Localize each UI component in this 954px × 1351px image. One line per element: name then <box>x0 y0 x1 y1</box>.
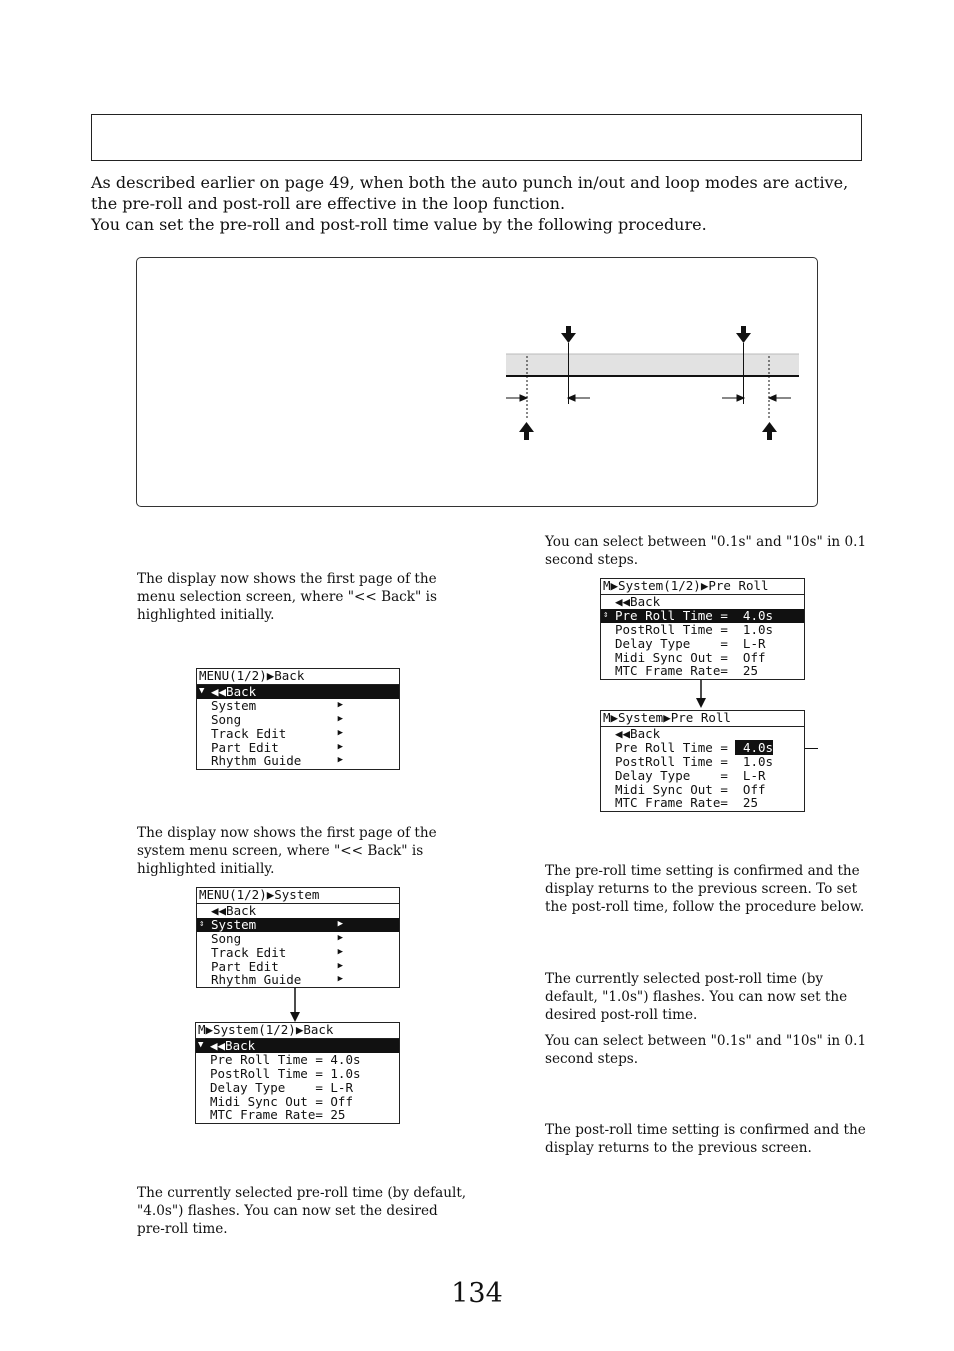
lcd-header: M▶System(1/2)▶Pre Roll <box>601 579 804 595</box>
lcd-row: PostRoll Time = 1.0s <box>210 1065 361 1081</box>
text-line: second steps. <box>545 1051 639 1067</box>
text-line: You can select between "0.1s" and "10s" in 0.1 <box>545 1033 867 1049</box>
pre-roll-span-arrows <box>506 395 590 401</box>
down-arrow-icon <box>561 326 576 343</box>
lcd-preroll-edit <box>600 710 805 812</box>
lcd-row: Track Edit ▶ <box>211 944 343 960</box>
submenu-arrow-icon: ▶ <box>337 946 343 957</box>
text-line: The post-roll time setting is confirmed and the <box>545 1122 866 1138</box>
text-line: menu selection screen, where "<< Back" is <box>137 589 437 605</box>
step-desc-menu <box>137 570 457 624</box>
submenu-arrow-icon: ▶ <box>337 741 343 752</box>
lcd-row: PostRoll Time = 1.0s <box>615 621 774 637</box>
lcd-row: System ▶ <box>211 697 343 713</box>
lcd-row-selected: ⇕ Pre Roll Time = 4.0s <box>601 609 804 623</box>
lcd-row: Pre Roll Time = 4.0s <box>615 739 774 755</box>
lcd-row: Pre Roll Time = 4.0s <box>210 1051 361 1067</box>
lcd-row: Delay Type = L-R <box>210 1079 353 1095</box>
page-number: 134 <box>451 1278 503 1309</box>
text-line: the post-roll time, follow the procedure below. <box>545 899 865 915</box>
step-desc-preroll <box>137 1184 467 1238</box>
timeline-bar <box>506 354 799 376</box>
lcd-row: Rhythm Guide ▶ <box>211 753 343 769</box>
step-desc-confirm-post <box>545 1121 875 1157</box>
lcd-row: ◀◀Back <box>211 903 257 918</box>
step-desc-confirm-pre <box>545 862 875 916</box>
lcd-row: Rhythm Guide ▶ <box>211 972 343 988</box>
text-line: The currently selected post-roll time (by <box>545 971 824 987</box>
lcd-row: Delay Type = L-R <box>615 767 766 783</box>
step-desc-system <box>137 824 457 878</box>
lcd-row: Song ▶ <box>211 930 343 946</box>
up-arrow-icon <box>762 422 777 440</box>
submenu-arrow-icon: ▶ <box>337 932 343 943</box>
lcd-row: Part Edit ▶ <box>211 739 343 755</box>
lcd-row: Delay Type = L-R <box>615 635 766 651</box>
updown-icon: ⇕ <box>199 918 205 929</box>
lcd-row-selected: ▼ ◀◀Back <box>197 685 399 699</box>
updown-icon: ▼ <box>199 686 205 696</box>
step-desc-postroll <box>545 970 875 1024</box>
down-arrow-icon <box>736 326 751 343</box>
submenu-arrow-icon: ▶ <box>337 727 343 738</box>
text-line: You can select between "0.1s" and "10s" in 0.1 <box>545 534 867 550</box>
text-line: second steps. <box>545 552 639 568</box>
text-line: "4.0s") flashes. You can now set the desired <box>137 1203 438 1219</box>
lcd-row: ◀◀Back <box>615 594 661 609</box>
updown-icon: ▼ <box>198 1040 204 1050</box>
text-line: The display now shows the first page of the <box>137 825 437 841</box>
lcd-preroll-select <box>600 578 805 680</box>
lcd-row: PostRoll Time = 1.0s <box>615 753 774 769</box>
submenu-arrow-icon: ▶ <box>337 974 343 985</box>
lcd-row: MTC Frame Rate= 25 <box>210 1107 346 1123</box>
flashing-value: 4.0s <box>735 739 774 755</box>
post-roll-span-arrows <box>722 395 791 401</box>
submenu-arrow-icon: ▶ <box>337 960 343 971</box>
lcd-header: M▶System▶Pre Roll <box>601 711 804 727</box>
lcd-row: Track Edit ▶ <box>211 725 343 741</box>
lcd-header: MENU(1/2)▶Back <box>197 669 399 685</box>
lcd-row-selected: ⇕ System ▶ <box>197 918 399 932</box>
step-desc-range-post <box>545 1032 875 1068</box>
lcd-header: MENU(1/2)▶System <box>197 888 399 904</box>
submenu-arrow-icon: ▶ <box>337 713 343 724</box>
lcd-row: Song ▶ <box>211 711 343 727</box>
lcd-row: MTC Frame Rate= 25 <box>615 795 758 811</box>
text-line: default, "1.0s") flashes. You can now set the <box>545 989 848 1005</box>
lcd-system-back <box>195 1022 400 1124</box>
lcd-row: Midi Sync Out = Off <box>615 781 766 797</box>
lcd-row-selected: ▼ ◀◀Back <box>196 1039 399 1053</box>
intro-line-1: As described earlier on page 49, when both the auto punch in/out and loop modes are active, <box>91 173 849 192</box>
text-line: system menu screen, where "<< Back" is <box>137 843 424 859</box>
lcd-row: Midi Sync Out = Off <box>210 1093 353 1109</box>
lcd-row: Part Edit ▶ <box>211 958 343 974</box>
lcd-menu-back <box>196 668 400 770</box>
lcd-row: Midi Sync Out = Off <box>615 649 766 665</box>
intro-line-2: the pre-roll and post-roll are effective in the loop function. <box>91 194 566 213</box>
text-line: display returns to the previous screen. <box>545 1140 812 1156</box>
lcd-menu-system <box>196 887 400 988</box>
text-line: highlighted initially. <box>137 607 275 623</box>
text-line: The pre-roll time setting is confirmed and the <box>545 863 860 879</box>
step-desc-range-pre <box>545 533 875 569</box>
text-line: highlighted initially. <box>137 861 275 877</box>
text-line: display returns to the previous screen. To set <box>545 881 858 897</box>
text-line: The display now shows the first page of the <box>137 571 437 587</box>
intro-line-3: You can set the pre-roll and post-roll time value by the following procedure. <box>91 215 707 234</box>
text-line: desired post-roll time. <box>545 1007 698 1023</box>
loop-diagram <box>0 0 954 520</box>
flow-down-arrow-icon <box>288 988 302 1024</box>
submenu-arrow-icon: ▶ <box>337 755 343 766</box>
lcd-row: MTC Frame Rate= 25 <box>615 663 758 679</box>
lcd-row: ◀◀Back <box>615 726 661 741</box>
text-line: The currently selected pre-roll time (by default, <box>137 1185 467 1201</box>
flow-down-arrow-icon <box>694 680 708 710</box>
submenu-arrow-icon: ▶ <box>337 918 343 929</box>
callout-line <box>805 748 818 749</box>
text-line: pre-roll time. <box>137 1221 228 1237</box>
updown-icon: ⇕ <box>603 609 609 620</box>
submenu-arrow-icon: ▶ <box>337 699 343 710</box>
lcd-header: M▶System(1/2)▶Back <box>196 1023 399 1039</box>
up-arrow-icon <box>519 422 534 440</box>
